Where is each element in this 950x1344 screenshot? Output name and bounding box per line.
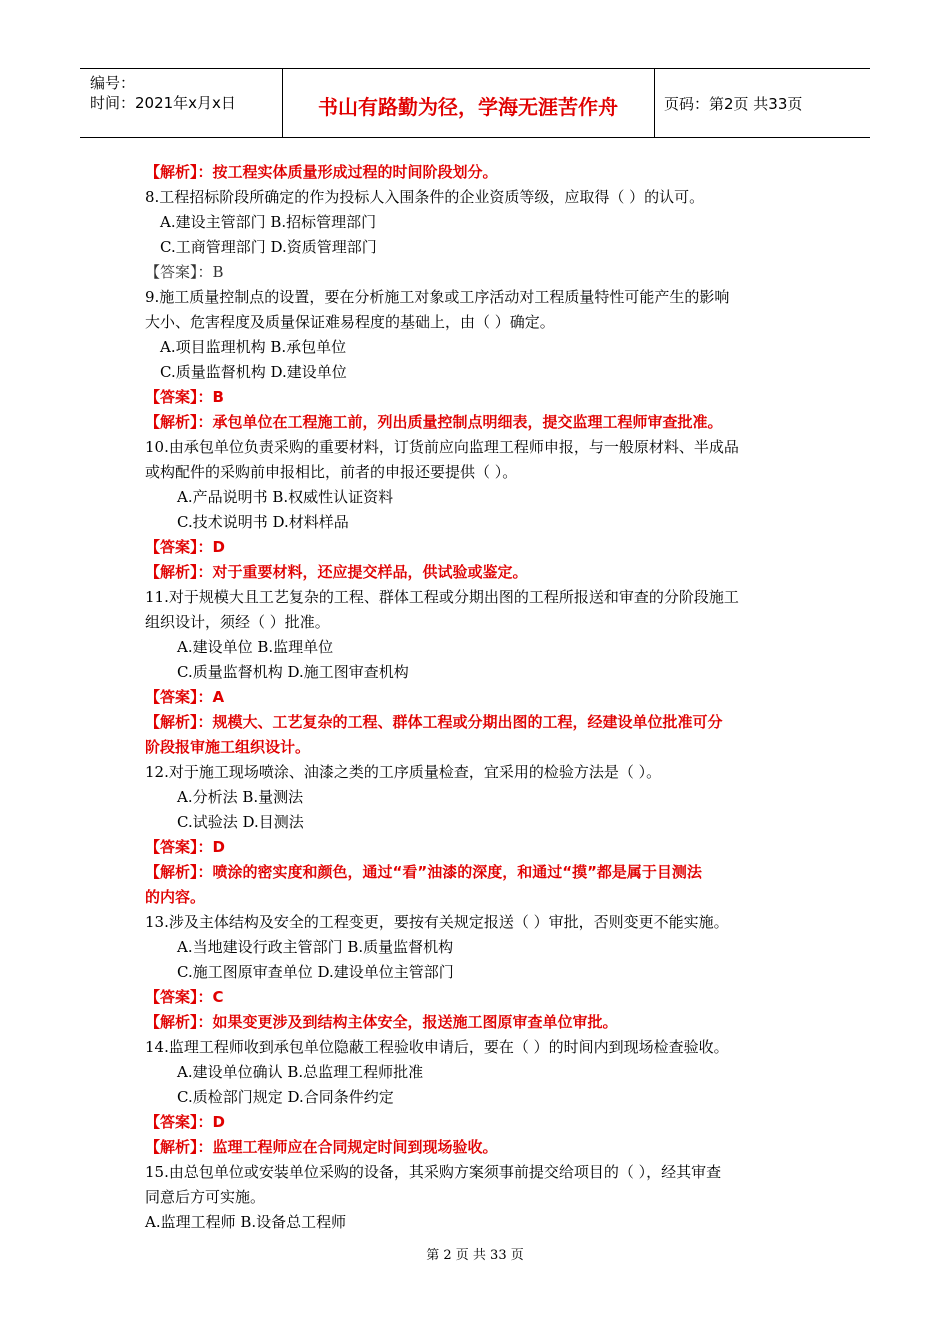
header-page-cell [655,69,870,137]
explanation-line: 【解析】：如果变更涉及到结构主体安全，报送施工图原审查单位审批。 [145,1013,618,1031]
document-date-label: 时间：2021年x月x日 [90,94,236,112]
answer-line: 【答案】：D [145,1113,225,1131]
option-line: C.质量监督机构 D.建设单位 [160,363,347,381]
header-page-number: 页码：第2页 共33页 [664,95,803,113]
question-text-line: 10.由承包单位负责采购的重要材料，订货前应向监理工程师申报，与一般原材料、半成品 [145,438,739,456]
option-line: A.建设单位 B.监理单位 [177,638,334,656]
option-line: C.质检部门规定 D.合同条件约定 [177,1088,394,1106]
header-meta-cell [80,69,283,137]
header-motto-cell [282,69,655,137]
question-text-line: 同意后方可实施。 [145,1188,266,1206]
question-text-line: 13.涉及主体结构及安全的工程变更，要按有关规定报送（ ）审批，否则变更不能实施。 [145,913,729,931]
explanation-line: 【解析】：监理工程师应在合同规定时间到现场验收。 [145,1138,498,1156]
answer-line: 【答案】：D [145,838,225,856]
question-text-line: 14.监理工程师收到承包单位隐蔽工程验收申请后，要在（ ）的时间内到现场检查验收。 [145,1038,729,1056]
option-line: A.当地建设行政主管部门 B.质量监督机构 [177,938,454,956]
header-motto: 书山有路勤为径，学海无涯苦作舟 [318,95,618,119]
document-body [145,160,825,1235]
question-text-line: 或构配件的采购前申报相比，前者的申报还要提供（ ）。 [145,463,518,481]
option-line: C.技术说明书 D.材料样品 [177,513,349,531]
explanation-line: 【解析】：对于重要材料，还应提交样品，供试验或鉴定。 [145,563,528,581]
explanation-line: 阶段报审施工组织设计。 [145,738,311,756]
option-line: A.分析法 B.量测法 [177,788,304,806]
option-line: C.工商管理部门 D.资质管理部门 [160,238,377,256]
answer-line: 【答案】：C [145,988,224,1006]
explanation-line: 【解析】：喷涂的密实度和颜色，通过“看”油漆的深度，和通过“摸”都是属于目测法 [145,863,702,881]
page-footer: 第 2 页 共 33 页 [426,1248,524,1263]
answer-line: 【答案】：D [145,538,225,556]
question-text-line: 15.由总包单位或安装单位采购的设备，其采购方案须事前提交给项目的（ ），经其审查 [145,1163,722,1181]
explanation-line: 【解析】：按工程实体质量形成过程的时间阶段划分。 [145,163,498,181]
question-text-line: 11.对于规模大且工艺复杂的工程、群体工程或分期出图的工程所报送和审查的分阶段施工 [145,588,739,606]
option-line: C.施工图原审查单位 D.建设单位主管部门 [177,963,454,981]
question-text-line: 大小、危害程度及质量保证难易程度的基础上，由（ ）确定。 [145,313,555,331]
explanation-line: 的内容。 [145,888,206,906]
option-line: A.监理工程师 B.设备总工程师 [145,1213,347,1231]
question-text-line: 12.对于施工现场喷涂、油漆之类的工序质量检查，宜采用的检验方法是（ ）。 [145,763,662,781]
question-text-line: 8.工程招标阶段所确定的作为投标人入围条件的企业资质等级，应取得（ ）的认可。 [145,188,705,206]
answer-line: 【答案】：B [145,263,224,281]
option-line: C.质量监督机构 D.施工图审查机构 [177,663,409,681]
explanation-line: 【解析】：承包单位在工程施工前，列出质量控制点明细表，提交监理工程师审查批准。 [145,413,723,431]
answer-line: 【答案】：B [145,388,224,406]
document-number-label: 编号： [90,74,136,92]
explanation-line: 【解析】：规模大、工艺复杂的工程、群体工程或分期出图的工程，经建设单位批准可分 [145,713,723,731]
question-text-line: 组织设计，须经（ ）批准。 [145,613,330,631]
option-line: A.建设主管部门 B.招标管理部门 [160,213,377,231]
answer-line: 【答案】：A [145,688,225,706]
option-line: A.建设单位确认 B.总监理工程师批准 [177,1063,424,1081]
option-line: A.项目监理机构 B.承包单位 [160,338,347,356]
page-header [80,68,870,138]
option-line: A.产品说明书 B.权威性认证资料 [177,488,394,506]
question-text-line: 9.施工质量控制点的设置，要在分析施工对象或工序活动对工程质量特性可能产生的影响 [145,288,730,306]
option-line: C.试验法 D.目测法 [177,813,304,831]
